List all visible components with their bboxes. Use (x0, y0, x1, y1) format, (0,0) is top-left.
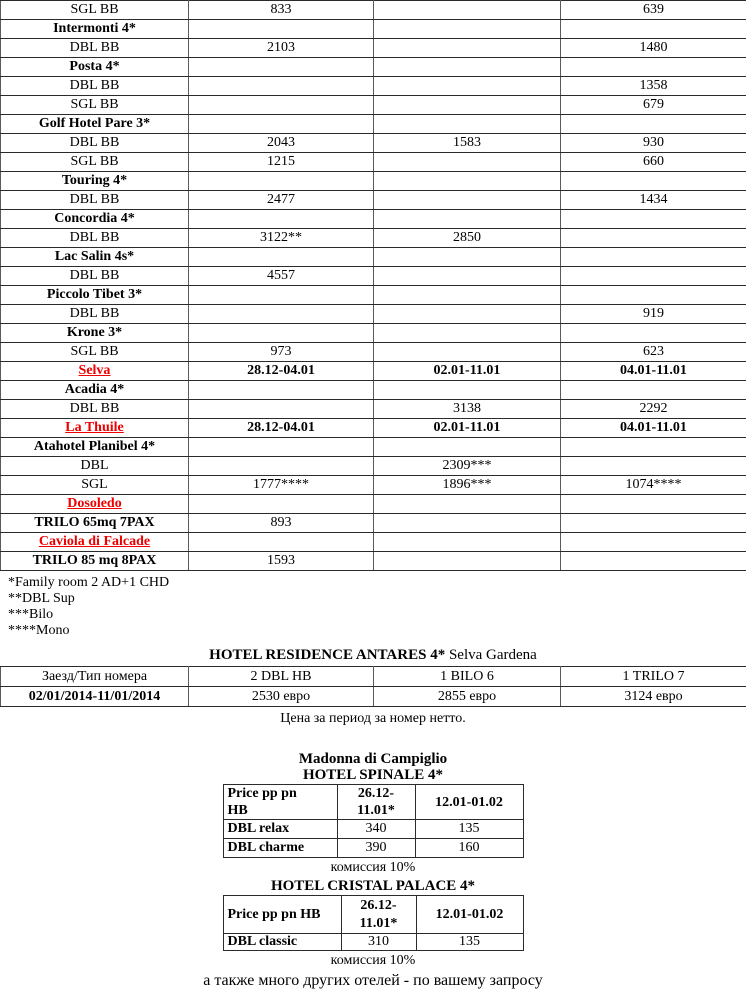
spinale-hotel-title: HOTEL SPINALE 4* (0, 767, 746, 783)
antares-price-cell: 2855 евро (374, 687, 561, 707)
rate-cell: 310 (341, 934, 416, 951)
resort-row (1, 419, 746, 438)
row-label-cell (1, 533, 189, 552)
row-label-cell: TRILO 65mq 7PAX (1, 514, 189, 533)
price-cell (374, 343, 561, 362)
room-row (1, 134, 746, 153)
price-cell (374, 191, 561, 210)
antares-header-cell: 1 BILO 6 (374, 667, 561, 687)
price-cell (189, 20, 374, 39)
price-cell (561, 115, 746, 134)
hotel-row (1, 438, 746, 457)
price-cell (374, 96, 561, 115)
room-row (1, 191, 746, 210)
hotel-row (1, 172, 746, 191)
row-label-cell: SGL (1, 476, 189, 495)
room-type-cell: DBL relax (223, 820, 337, 839)
price-cell (189, 77, 374, 96)
price-cell (561, 438, 746, 457)
price-cell: 1074**** (561, 476, 746, 495)
row-label-cell: Piccolo Tibet 3* (1, 286, 189, 305)
row-label-cell: DBL BB (1, 267, 189, 286)
price-cell (189, 438, 374, 457)
price-cell: 28.12-04.01 (189, 419, 374, 438)
antares-date-cell: 02/01/2014-11/01/2014 (1, 687, 189, 707)
room-row (1, 153, 746, 172)
rate-cell: 135 (415, 820, 523, 839)
price-cell (561, 495, 746, 514)
antares-table-body (1, 667, 746, 707)
hotel-row (1, 248, 746, 267)
price-cell: 4557 (189, 267, 374, 286)
price-cell: 04.01-11.01 (561, 419, 746, 438)
price-cell (189, 400, 374, 419)
campiglio-location-title: Madonna di Campiglio (0, 751, 746, 767)
cristal-hotel-title: HOTEL CRISTAL PALACE 4* (0, 878, 746, 894)
antares-section-title (0, 648, 746, 663)
footnotes (8, 575, 746, 639)
price-cell (374, 77, 561, 96)
price-cell: 660 (561, 153, 746, 172)
price-cell (374, 514, 561, 533)
price-cell: 2292 (561, 400, 746, 419)
room-type-cell: DBL classic (223, 934, 341, 951)
price-cell (561, 552, 746, 571)
price-cell (561, 324, 746, 343)
mini-header-date-cell: 12.01-01.02 (415, 785, 523, 820)
room-row (1, 229, 746, 248)
room-row (1, 343, 746, 362)
row-label-cell: Concordia 4* (1, 210, 189, 229)
price-cell (374, 552, 561, 571)
row-label-cell: Acadia 4* (1, 381, 189, 400)
price-cell (374, 172, 561, 191)
mini-header-label-cell: Price pp pn HB (223, 896, 341, 934)
mini-header-date-cell: 26.12-11.01* (341, 896, 416, 934)
price-cell (374, 381, 561, 400)
price-cell: 1480 (561, 39, 746, 58)
price-cell (374, 58, 561, 77)
antares-header-cell: Заезд/Тип номера (1, 667, 189, 687)
price-cell: 1896*** (374, 476, 561, 495)
price-cell (189, 305, 374, 324)
price-cell: 919 (561, 305, 746, 324)
mini-header-date-cell: 26.12-11.01* (337, 785, 415, 820)
price-cell: 623 (561, 343, 746, 362)
hotel-row (1, 514, 746, 533)
room-row (1, 267, 746, 286)
price-cell: 2103 (189, 39, 374, 58)
price-cell (561, 533, 746, 552)
price-cell (561, 267, 746, 286)
price-cell (374, 153, 561, 172)
price-cell (561, 286, 746, 305)
price-cell (189, 457, 374, 476)
price-cell: 04.01-11.01 (561, 362, 746, 381)
price-cell (189, 210, 374, 229)
price-cell (561, 457, 746, 476)
mini-header-label: Price pp pn HB (228, 785, 312, 819)
cristal-table-body (223, 896, 523, 951)
price-cell (374, 248, 561, 267)
row-label-cell: DBL BB (1, 229, 189, 248)
price-cell (374, 533, 561, 552)
price-cell (374, 267, 561, 286)
rate-cell: 340 (337, 820, 415, 839)
spinale-price-table (223, 784, 524, 858)
price-cell: 02.01-11.01 (374, 419, 561, 438)
resort-row (1, 533, 746, 552)
antares-header-cell: 2 DBL HB (189, 667, 374, 687)
row-label-cell: DBL BB (1, 77, 189, 96)
row-label-cell: DBL BB (1, 39, 189, 58)
antares-price-cell: 2530 евро (189, 687, 374, 707)
price-cell (189, 286, 374, 305)
price-cell: 930 (561, 134, 746, 153)
footnote-line: *Family room 2 AD+1 CHD (8, 575, 746, 591)
row-label-cell (1, 362, 189, 381)
room-row (1, 400, 746, 419)
price-cell (189, 324, 374, 343)
footer-note: а также много других отелей - по вашему запросу (0, 972, 746, 990)
price-cell: 1777**** (189, 476, 374, 495)
mini-data-row (223, 934, 523, 951)
price-cell (561, 210, 746, 229)
row-label-cell: Intermonti 4* (1, 20, 189, 39)
row-label-cell: SGL BB (1, 153, 189, 172)
price-cell (561, 58, 746, 77)
row-label-cell: Lac Salin 4s* (1, 248, 189, 267)
mini-header-date-cell: 12.01-01.02 (416, 896, 523, 934)
price-cell (561, 20, 746, 39)
antares-header-row (1, 667, 746, 687)
footnote-line: **DBL Sup (8, 591, 746, 607)
row-label-cell: TRILO 85 mq 8PAX (1, 552, 189, 571)
mini-header-label-cell (223, 785, 337, 820)
room-row (1, 457, 746, 476)
room-row (1, 77, 746, 96)
price-cell (189, 115, 374, 134)
price-cell: 1215 (189, 153, 374, 172)
spinale-commission-note: комиссия 10% (0, 860, 746, 876)
price-cell (374, 1, 561, 20)
price-cell (374, 115, 561, 134)
room-row (1, 305, 746, 324)
resort-row (1, 362, 746, 381)
resort-row (1, 495, 746, 514)
price-cell (374, 324, 561, 343)
price-cell: 679 (561, 96, 746, 115)
price-cell (374, 210, 561, 229)
mini-data-row (223, 820, 523, 839)
price-cell (561, 172, 746, 191)
price-cell (561, 514, 746, 533)
room-row (1, 96, 746, 115)
row-label-cell (1, 495, 189, 514)
row-label-cell: Golf Hotel Pare 3* (1, 115, 189, 134)
footnote-line: ****Mono (8, 623, 746, 639)
hotel-row (1, 552, 746, 571)
price-cell: 1583 (374, 134, 561, 153)
hotel-row (1, 381, 746, 400)
price-cell (561, 229, 746, 248)
price-cell: 639 (561, 1, 746, 20)
price-cell (374, 39, 561, 58)
hotel-row (1, 115, 746, 134)
spinale-table-body (223, 785, 523, 858)
price-cell: 2850 (374, 229, 561, 248)
rate-cell: 135 (416, 934, 523, 951)
antares-header-cell: 1 TRILO 7 (561, 667, 746, 687)
row-label-cell: DBL BB (1, 191, 189, 210)
room-row (1, 476, 746, 495)
row-label-cell: Touring 4* (1, 172, 189, 191)
price-cell (189, 533, 374, 552)
row-label-cell: SGL BB (1, 343, 189, 362)
mini-header-row (223, 896, 523, 934)
room-row (1, 39, 746, 58)
price-cell (189, 96, 374, 115)
resort-name: La Thuile (65, 420, 124, 435)
price-cell: 1593 (189, 552, 374, 571)
resort-name: Caviola di Falcade (39, 534, 150, 549)
price-cell (189, 248, 374, 267)
mini-data-row (223, 839, 523, 858)
price-cell (189, 495, 374, 514)
footnote-line: ***Bilo (8, 607, 746, 623)
antares-table (0, 666, 746, 707)
resort-name: Dosoledo (67, 496, 121, 511)
hotel-row (1, 324, 746, 343)
hotel-row (1, 286, 746, 305)
rate-cell: 390 (337, 839, 415, 858)
hotel-row (1, 210, 746, 229)
row-label-cell: DBL (1, 457, 189, 476)
room-type-cell: DBL charme (223, 839, 337, 858)
price-cell (561, 248, 746, 267)
row-label-cell (1, 419, 189, 438)
price-cell (561, 381, 746, 400)
price-cell: 28.12-04.01 (189, 362, 374, 381)
cristal-price-table (223, 895, 524, 951)
price-cell (189, 172, 374, 191)
price-cell (374, 20, 561, 39)
row-label-cell: SGL BB (1, 1, 189, 20)
price-cell: 2043 (189, 134, 374, 153)
price-cell (374, 305, 561, 324)
row-label-cell: SGL BB (1, 96, 189, 115)
price-cell (374, 438, 561, 457)
hotel-row (1, 58, 746, 77)
main-price-table-body (1, 1, 746, 571)
price-cell: 893 (189, 514, 374, 533)
resort-name: Selva (79, 363, 111, 378)
rate-cell: 160 (415, 839, 523, 858)
room-row (1, 1, 746, 20)
price-cell: 3138 (374, 400, 561, 419)
price-cell: 2309*** (374, 457, 561, 476)
antares-caption: Цена за период за номер нетто. (0, 711, 746, 726)
cristal-commission-note: комиссия 10% (0, 953, 746, 969)
antares-hotel-name: HOTEL RESIDENCE ANTARES 4* (209, 647, 445, 663)
price-cell (189, 58, 374, 77)
mini-header-row (223, 785, 523, 820)
row-label-cell: DBL BB (1, 134, 189, 153)
price-cell: 02.01-11.01 (374, 362, 561, 381)
antares-price-cell: 3124 евро (561, 687, 746, 707)
price-cell: 1434 (561, 191, 746, 210)
row-label-cell: Posta 4* (1, 58, 189, 77)
price-cell: 2477 (189, 191, 374, 210)
price-cell: 3122** (189, 229, 374, 248)
hotel-row (1, 20, 746, 39)
antares-data-row (1, 687, 746, 707)
price-cell: 973 (189, 343, 374, 362)
price-cell (374, 286, 561, 305)
row-label-cell: DBL BB (1, 400, 189, 419)
price-cell: 1358 (561, 77, 746, 96)
row-label-cell: DBL BB (1, 305, 189, 324)
antares-location: Selva Gardena (445, 647, 537, 663)
price-cell (374, 495, 561, 514)
price-cell: 833 (189, 1, 374, 20)
row-label-cell: Krone 3* (1, 324, 189, 343)
price-cell (189, 381, 374, 400)
row-label-cell: Atahotel Planibel 4* (1, 438, 189, 457)
